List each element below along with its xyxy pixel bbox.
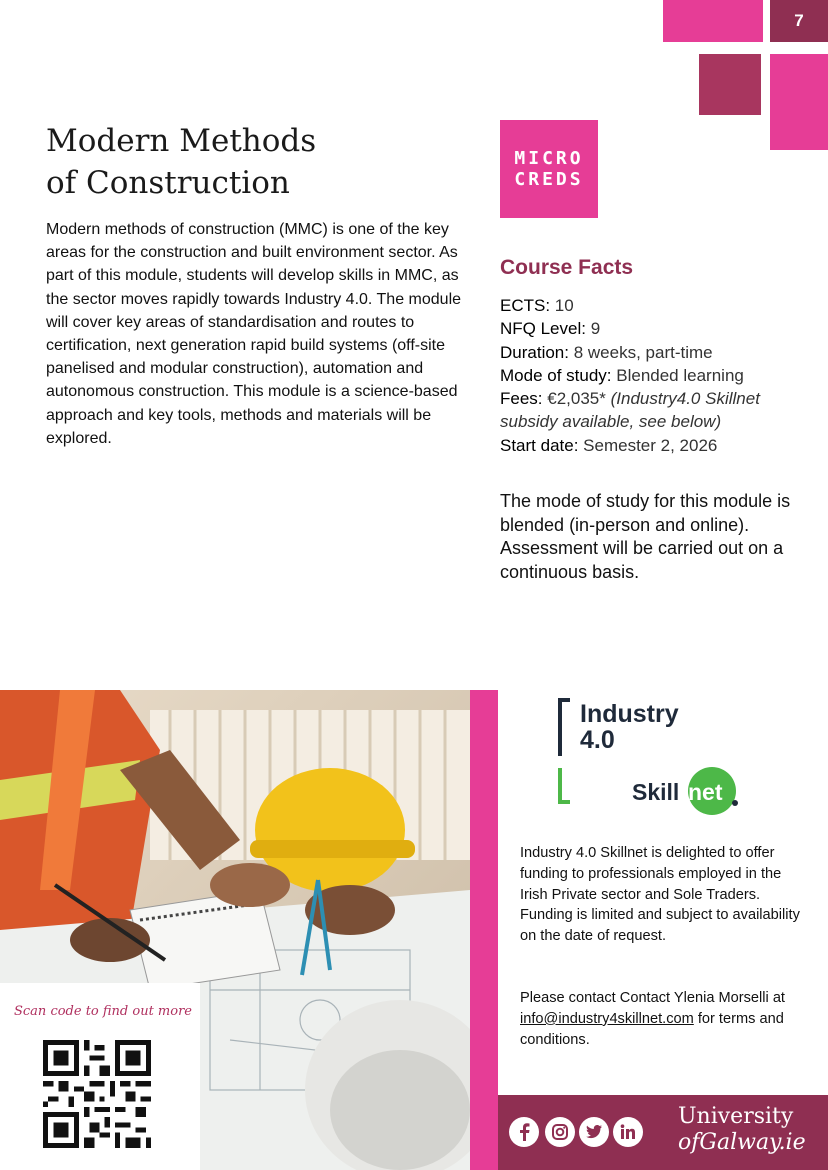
qr-code[interactable] bbox=[43, 1040, 151, 1148]
qr-caption: Scan code to find out more bbox=[14, 1004, 192, 1019]
logo-line-1: MICRO bbox=[514, 148, 584, 169]
mode-of-study-text: The mode of study for this module is blended (in-person and online). Assessment will be carried out on a continuous basis. bbox=[500, 491, 791, 582]
industry-line-2: 4.0 bbox=[580, 726, 615, 754]
skillnet-net: net bbox=[688, 779, 723, 805]
logo-line-2: CREDS bbox=[514, 169, 584, 190]
instagram-icon[interactable] bbox=[545, 1117, 575, 1147]
course-facts-list bbox=[500, 294, 810, 457]
fact-nfq: NFQ Level: 9 bbox=[500, 319, 601, 339]
intro-paragraph: Modern methods of construction (MMC) is one of the key areas for the construction and built environment sector. As part of this module, students will develop skills in MMC, as the sector moves rapidly towards Industry 4.0. The module will cover key areas of standardisation and routes to certification, next generation rapid build systems (off-site panelised and modular construction), automation and autonomous construction. This module is a science-based approach and key tools, methods and materials will be explored. bbox=[46, 221, 462, 447]
decor-square-pink-right bbox=[770, 54, 828, 150]
course-facts-title: Course Facts bbox=[500, 256, 634, 279]
uni-line-2: ofGalway.ie bbox=[678, 1130, 806, 1155]
fact-start: Start date: Semester 2, 2026 bbox=[500, 435, 718, 455]
title-line-1: Modern Methods bbox=[46, 123, 317, 159]
university-of-galway-logo[interactable] bbox=[678, 1104, 806, 1156]
decor-square-pink-top bbox=[663, 0, 763, 42]
facebook-icon[interactable] bbox=[509, 1117, 539, 1147]
skillnet-paragraph: Industry 4.0 Skillnet is delighted to offer funding to professionals employed in the Irish Private sector and Sole Traders. Funding is limited and subject to availability on the date of request. bbox=[520, 845, 800, 945]
skillnet-skill: Skill bbox=[632, 779, 680, 805]
title-line-2: of Construction bbox=[46, 165, 290, 201]
linkedin-icon[interactable] bbox=[613, 1117, 643, 1147]
decor-square-maroon bbox=[699, 54, 761, 115]
fact-duration: Duration: 8 weeks, part-time bbox=[500, 342, 713, 362]
contact-paragraph: Please contact Contact Ylenia Morselli at info@industry4skillnet.com for terms and conditions. bbox=[520, 990, 785, 1048]
fact-fees: Fees: €2,035* (Industry4.0 Skillnet subsidy available, see below) bbox=[500, 389, 760, 432]
skillnet-wordmark bbox=[630, 766, 745, 816]
pink-divider-bar bbox=[470, 690, 498, 1170]
industry-line-1: Industry bbox=[580, 700, 679, 728]
contact-email-link[interactable]: info@industry4skillnet.com bbox=[520, 1010, 694, 1027]
page-number: 7 bbox=[770, 0, 828, 42]
skillnet-logo bbox=[630, 766, 745, 821]
fact-mode: Mode of study: Blended learning bbox=[500, 365, 744, 385]
twitter-icon[interactable] bbox=[579, 1117, 609, 1147]
micro-creds-logo bbox=[500, 120, 598, 218]
fact-ects: ECTS: 10 bbox=[500, 296, 574, 315]
uni-line-1: University bbox=[678, 1104, 794, 1129]
page-title bbox=[46, 120, 316, 204]
